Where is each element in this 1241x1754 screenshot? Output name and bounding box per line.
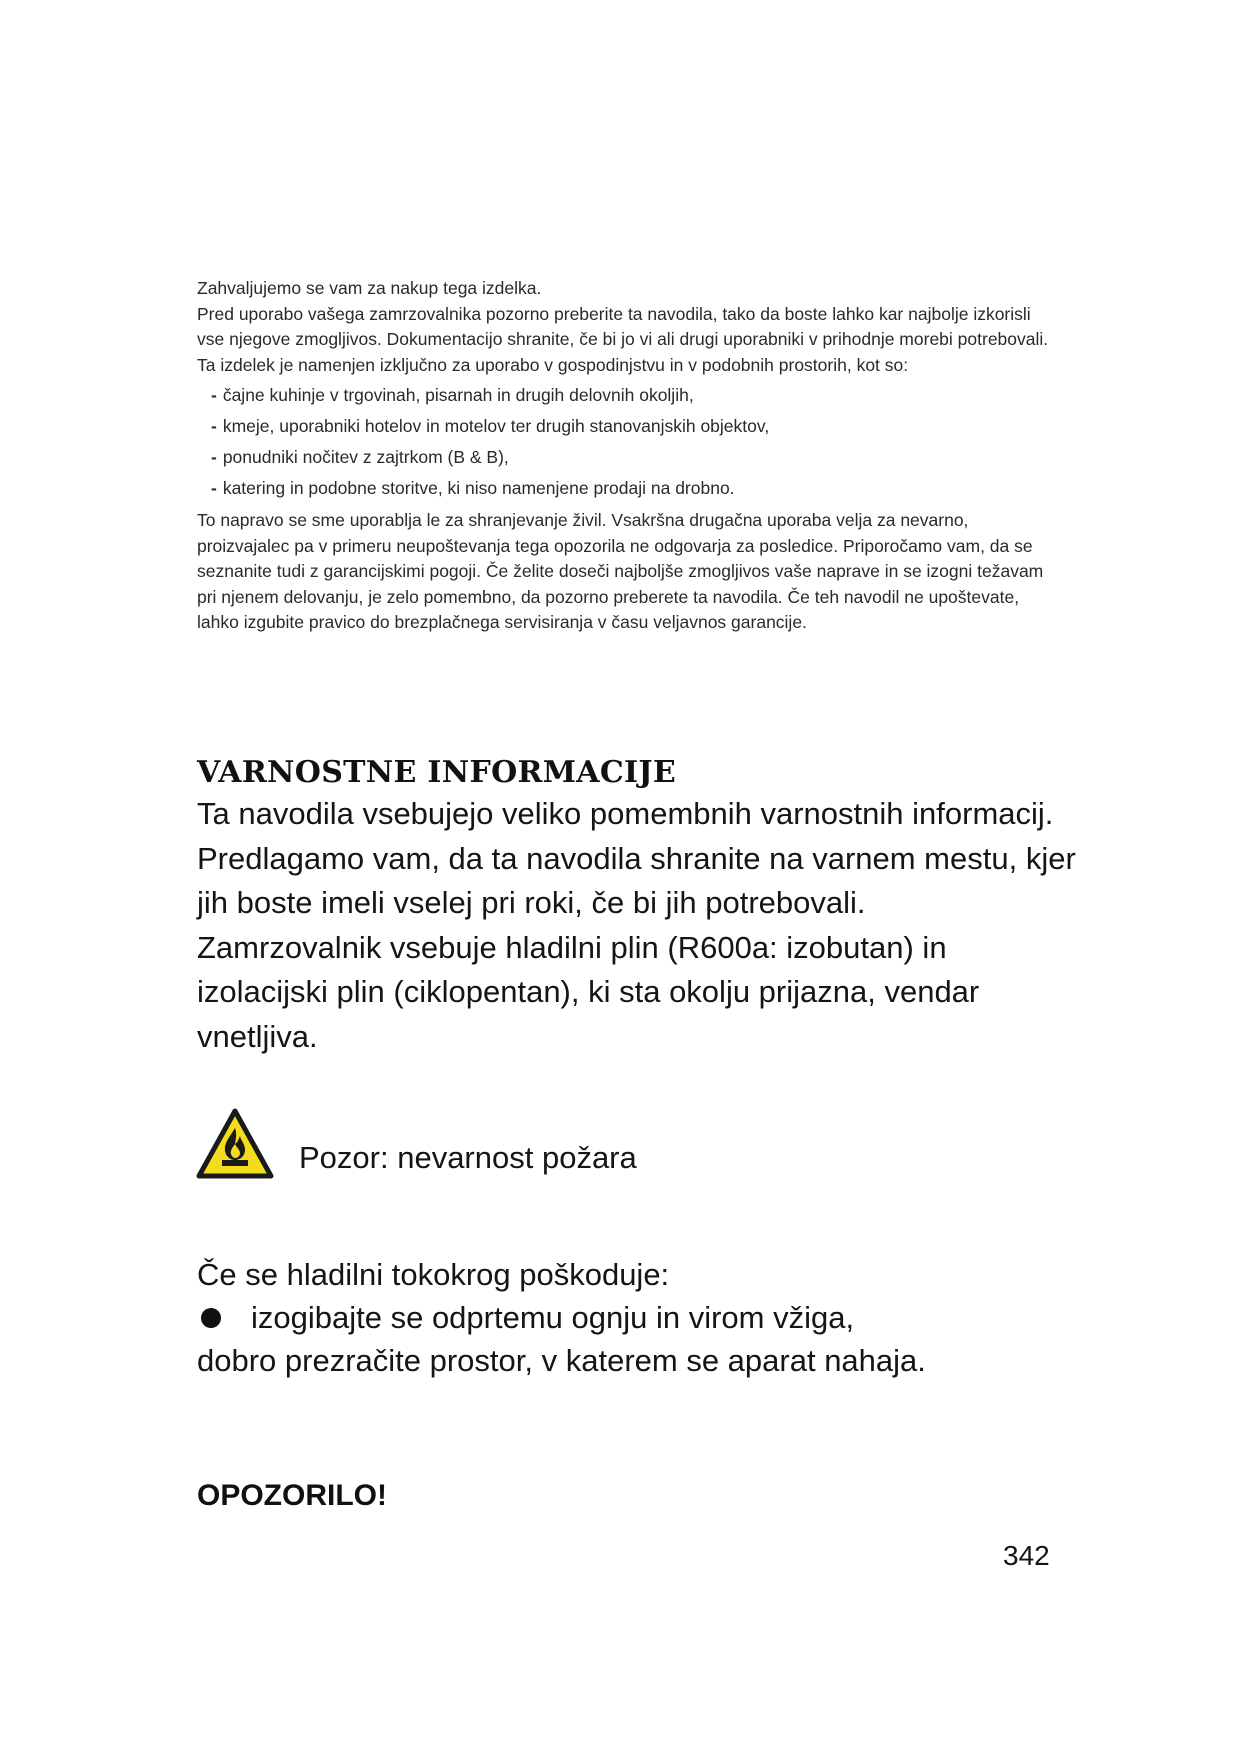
intro-thanks: Zahvaljujemo se vam za nakup tega izdelka. [197,278,542,298]
safety-paragraph-1: Ta navodila vsebujejo veliko pomembnih varnostnih informacij. Predlagamo vam, da ta navodila shranite na varnem mestu, kjer jih boste imeli vselej pri roki, če bi jih potrebovali. [197,796,1076,920]
circuit-line: dobro prezračite prostor, v katerem se aparat nahaja. [197,1343,926,1378]
fire-warning-text: Pozor: nevarnost požara [299,1140,637,1175]
intro-paragraph-1: Pred uporabo vašega zamrzovalnika pozorno preberite ta navodila, tako da boste lahko kar najbolje izkorisli vse njegove zmogljivos. Dokumentacijo shranite, če bi jo vi ali drugi uporabniki v prihodnje morebi potrebovali. Ta izdelek je namenjen izključno za uporabo v gospodinjstvu in v podobnih prostorih, kot so: [197,303,1049,375]
circuit-heading: Če se hladilni tokokrog poškoduje: [197,1257,670,1292]
list-item: - katering in podobne storitve, ki niso namenjene prodaji na drobno. [211,478,735,498]
intro-paragraph-2: To napravo se sme uporablja le za shranjevanje živil. Vsakršna drugačna uporaba velja za nevarno, proizvajalec pa v primeru neupoštevanja tega opozorila ne odgovarja za posledice. Priporočamo vam, da se seznanite tudi z garancijskimi pogoji. Če želite doseči najboljše zmogljivos vaše naprave in se izogni težavam pri njenem delovanju, je zelo pomembno, da pozorno preberete ta navodila. Če teh navodil ne upoštevate, lahko izgubite pravico do brezplačnega servisiranja v času veljavnos garancije. [197,510,1044,632]
list-item: - čajne kuhinje v trgovinah, pisarnah in drugih delovnih okoljih, [211,385,694,405]
intro-bullet-list [211,380,1057,504]
page-number: 342 [1003,1540,1050,1571]
safety-paragraph-2: Zamrzovalnik vsebuje hladilni plin (R600a: izobutan) in izolacijski plin (ciklopentan), ki sta okolju prijazna, vendar vnetljiva. [197,929,980,1054]
safety-body [197,792,1077,1059]
intro-section [197,276,1057,636]
list-item: izogibajte se odprtemu ognju in virom vžiga, [197,1296,1097,1339]
circuit-damage-section [197,1253,1097,1382]
warning-heading: OPOZORILO! [197,1479,387,1512]
safety-title: VARNOSTNE INFORMACIJE [197,755,677,790]
list-item: - kmeje, uporabniki hotelov in motelov ter drugih stanovanjskih objektov, [211,416,770,436]
bullet-dot-icon [201,1308,221,1328]
list-item: - ponudniki nočitev z zajtrkom (B & B), [211,447,509,467]
flammable-warning-icon [196,1108,274,1180]
fire-warning [196,1108,796,1188]
